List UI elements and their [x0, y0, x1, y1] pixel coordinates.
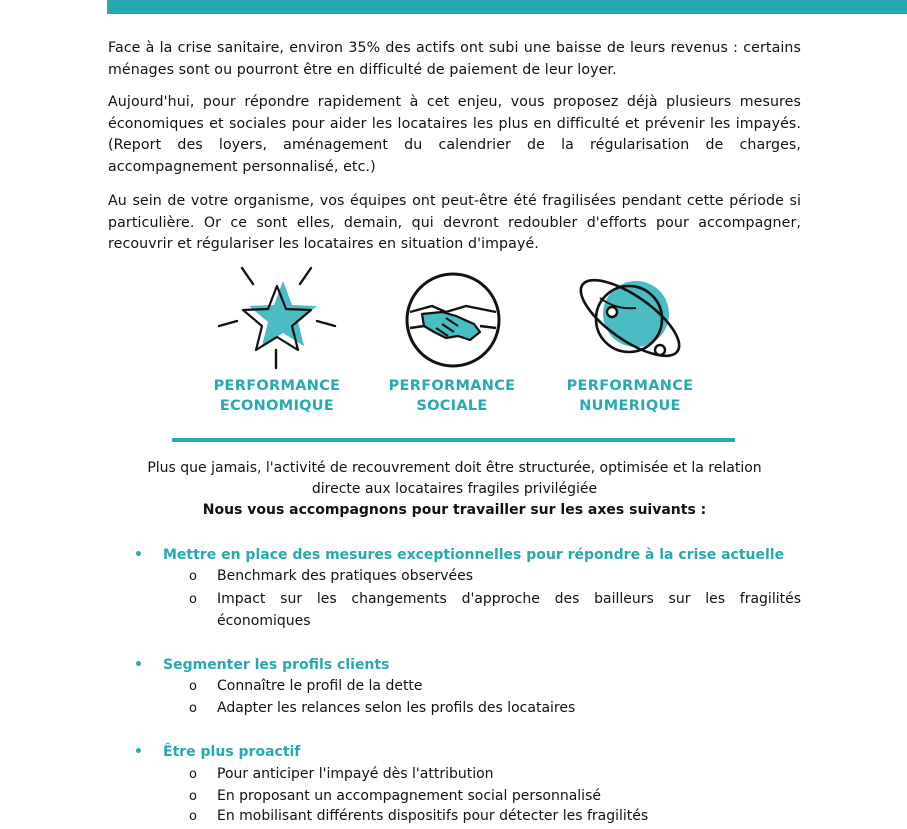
axis-3-item-1: o Pour anticiper l'impayé dès l'attribution [189, 764, 801, 786]
pillar-label-economique: PERFORMANCE ECONOMIQUE [213, 378, 341, 414]
sub-bullet-icon: o [189, 701, 197, 716]
axis-2-item-2: o Adapter les relances selon les profils des locataires [189, 698, 801, 720]
intro-paragraph-3: Au sein de votre organisme, vos équipes ont peut-être été fragilisées pendant cette période si particulière. Or ce sont elles, demain, qui devront redoubler d'efforts pour accompagner, recouvrir et régulariser les locataires en situation d'impayé. [108, 193, 801, 252]
sub-bullet-icon: o [189, 789, 197, 804]
pillar-economique [187, 264, 367, 416]
sub-bullet-icon: o [189, 569, 197, 584]
axis-3-item-3: o En mobilisant différents dispositifs pour détecter les fragilités [189, 806, 801, 828]
pillar-label-sociale: PERFORMANCE SOCIALE [388, 378, 516, 414]
axis-3-title: Être plus proactif [163, 744, 301, 760]
planet-orbit-icon [540, 264, 720, 372]
header-bar [107, 0, 907, 14]
intro-paragraph-2: Aujourd'hui, pour répondre rapidement à cet enjeu, vous proposez déjà plusieurs mesures économiques et sociales pour aider les locataires les plus en difficulté et prévenir les impayés. (Report des loyers, aménagement du calendrier de la régularisation de charges, accompagnement personnalisé, etc.) [108, 94, 801, 175]
statement-line-1: Plus que jamais, l'activité de recouvrement doit être structurée, optimisée et la relation [147, 460, 762, 476]
handshake-icon [362, 264, 542, 372]
statement-line-2: directe aux locataires fragiles privilégiée [311, 481, 598, 497]
bullet-icon: • [134, 547, 143, 563]
section-divider [172, 438, 735, 442]
axis-1-item-1: o Benchmark des pratiques observées [189, 566, 801, 588]
sub-bullet-icon: o [189, 767, 197, 782]
pillar-label-numerique: PERFORMANCE NUMERIQUE [566, 378, 694, 414]
sub-bullet-icon: o [189, 592, 197, 607]
sub-bullet-icon: o [189, 679, 197, 694]
pillar-numerique [540, 264, 720, 416]
intro-paragraph-1: Face à la crise sanitaire, environ 35% des actifs ont subi une baisse de leurs revenus : certains ménages sont ou pourront être en difficulté de paiement de leur loyer. [108, 40, 801, 78]
bullet-icon: • [134, 744, 143, 760]
axis-1-title: Mettre en place des mesures exceptionnelles pour répondre à la crise actuelle [163, 547, 785, 563]
axis-3-item-2: o En proposant un accompagnement social personnalisé [189, 786, 801, 808]
bullet-icon: • [134, 657, 143, 673]
sub-bullet-icon: o [189, 809, 197, 824]
pillar-sociale [362, 264, 542, 416]
axis-1-item-2: o Impact sur les changements d'approche des bailleurs sur les fragilités économiques [189, 591, 801, 629]
axis-2-item-1: o Connaître le profil de la dette [189, 676, 801, 698]
axis-2-title: Segmenter les profils clients [163, 657, 390, 673]
statement-line-3: Nous vous accompagnons pour travailler sur les axes suivants : [202, 502, 707, 518]
star-burst-icon [187, 264, 367, 372]
